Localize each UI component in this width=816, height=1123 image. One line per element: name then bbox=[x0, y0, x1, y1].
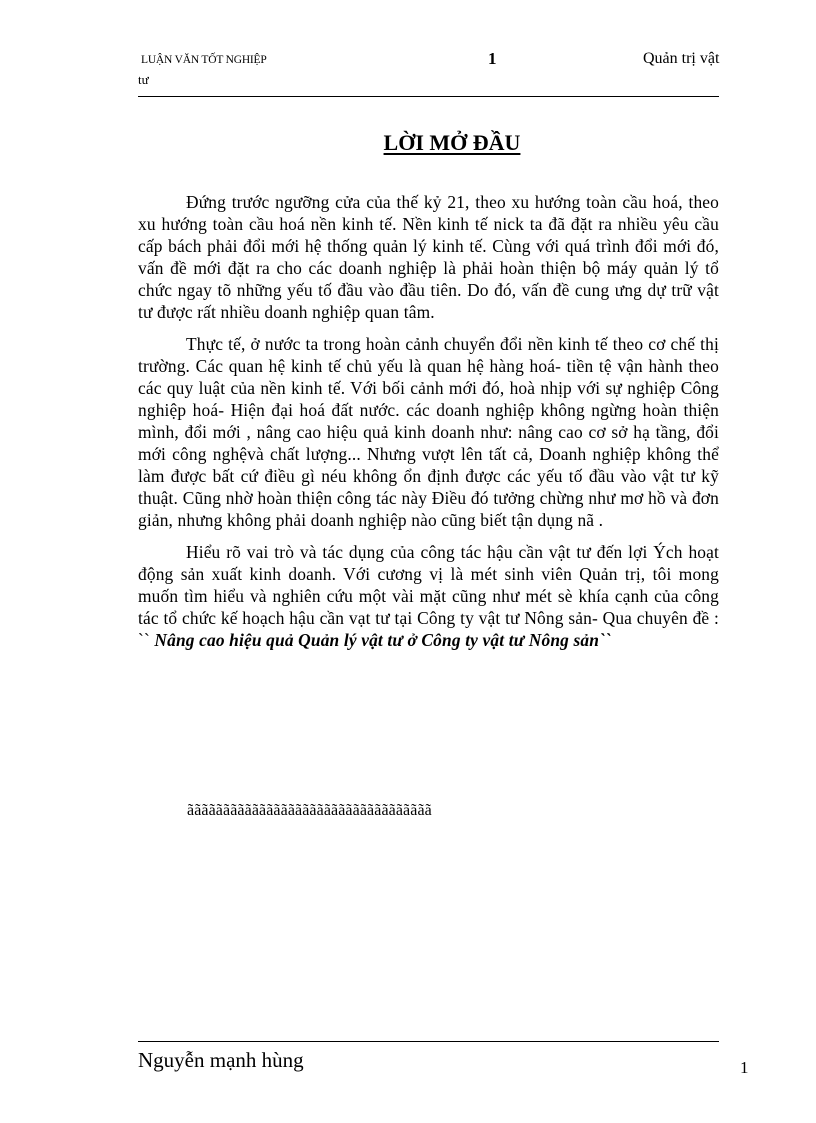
paragraph-1: Đứng trước ngưỡng cửa của thế kỷ 21, theo xu hướng toàn cầu hoá, theo xu hướng toàn cầu hoá nền kinh tế. Nền kinh tế nick ta đã đặt ra nhiều yêu cầu cấp bách phải đổi mới hệ thống quản lý kinh tế. Cùng với quá trình đổi mới đó, vấn đề mới đặt ra cho các doanh nghiệp là phải hoàn thiện bộ máy quản lý tổ chức ngay tõ những yếu tố đầu vào đầu tiên. Do đó, vấn đề cung ưng dự trữ vật tư được rất nhiều doanh nghiệp quan tâm. bbox=[138, 192, 719, 322]
paragraph-3-text: Hiểu rõ vai trò và tác dụng của công tác hậu cần vật tư đến lợi Ých hoạt động sản xuất kinh doanh. Với cương vị là mét sinh viên Quản trị, tôi mong muốn tìm hiểu và nghiên cứu một vài mặt cũng như mét sè khía cạnh của công tác tổ chức kế hoạch hậu cần vạt tư tại Công ty vật tư Nông sản- Qua chuyên đề : `` bbox=[138, 542, 719, 650]
header-right: Quản trị vật bbox=[643, 50, 720, 67]
header-left: LUẬN VĂN TỐT NGHIỆP bbox=[141, 54, 267, 66]
page-title: LỜI MỞ ĐẦU bbox=[383, 130, 521, 155]
paragraph-3 bbox=[138, 541, 719, 651]
paragraph-2: Thực tế, ở nước ta trong hoàn cảnh chuyển đổi nền kinh tế theo cơ chế thị trường. Các quan hệ kinh tế chủ yếu là quan hệ hàng hoá- tiền tệ vận hành theo các quy luật của nền kinh tế. Với bối cảnh mới đó, hoà nhịp với sự nghiệp Công nghiệp hoá- Hiện đại hoá đất nước. các doanh nghiệp không ngừng hoàn thiện mình, đổi mới , nâng cao hiệu quả kinh doanh như: nâng cao cơ sở hạ tầng, đổi mới công nghệvà chất lượng... Nhưng vượt lên tất cả, Doanh nghiệp không thể làm được bất cứ điều gì néu không ổn định được các yếu tố đầu vào vật tư kỹ thuật. Cũng nhờ hoàn thiện công tác này Điều đó tưởng chừng như mơ hồ và đơn giản, nhưng không phải doanh nghiệp nào cũng biết tận dụng nã . bbox=[138, 334, 719, 530]
header-left-continued: tư bbox=[138, 72, 149, 87]
thesis-topic: Nâng cao hiệu quả Quản lý vật tư ở Công ty vật tư Nông sản`` bbox=[154, 630, 611, 650]
footer-page-number: 1 bbox=[740, 1058, 749, 1077]
header-page-number: 1 bbox=[488, 49, 497, 68]
decorative-line: ãããããããããããããããããããããããããããããããããã bbox=[187, 802, 432, 819]
header-rule bbox=[138, 96, 719, 97]
footer-author: Nguyễn mạnh hùng bbox=[138, 1048, 304, 1072]
footer-rule bbox=[138, 1041, 719, 1042]
body-text bbox=[138, 191, 719, 661]
